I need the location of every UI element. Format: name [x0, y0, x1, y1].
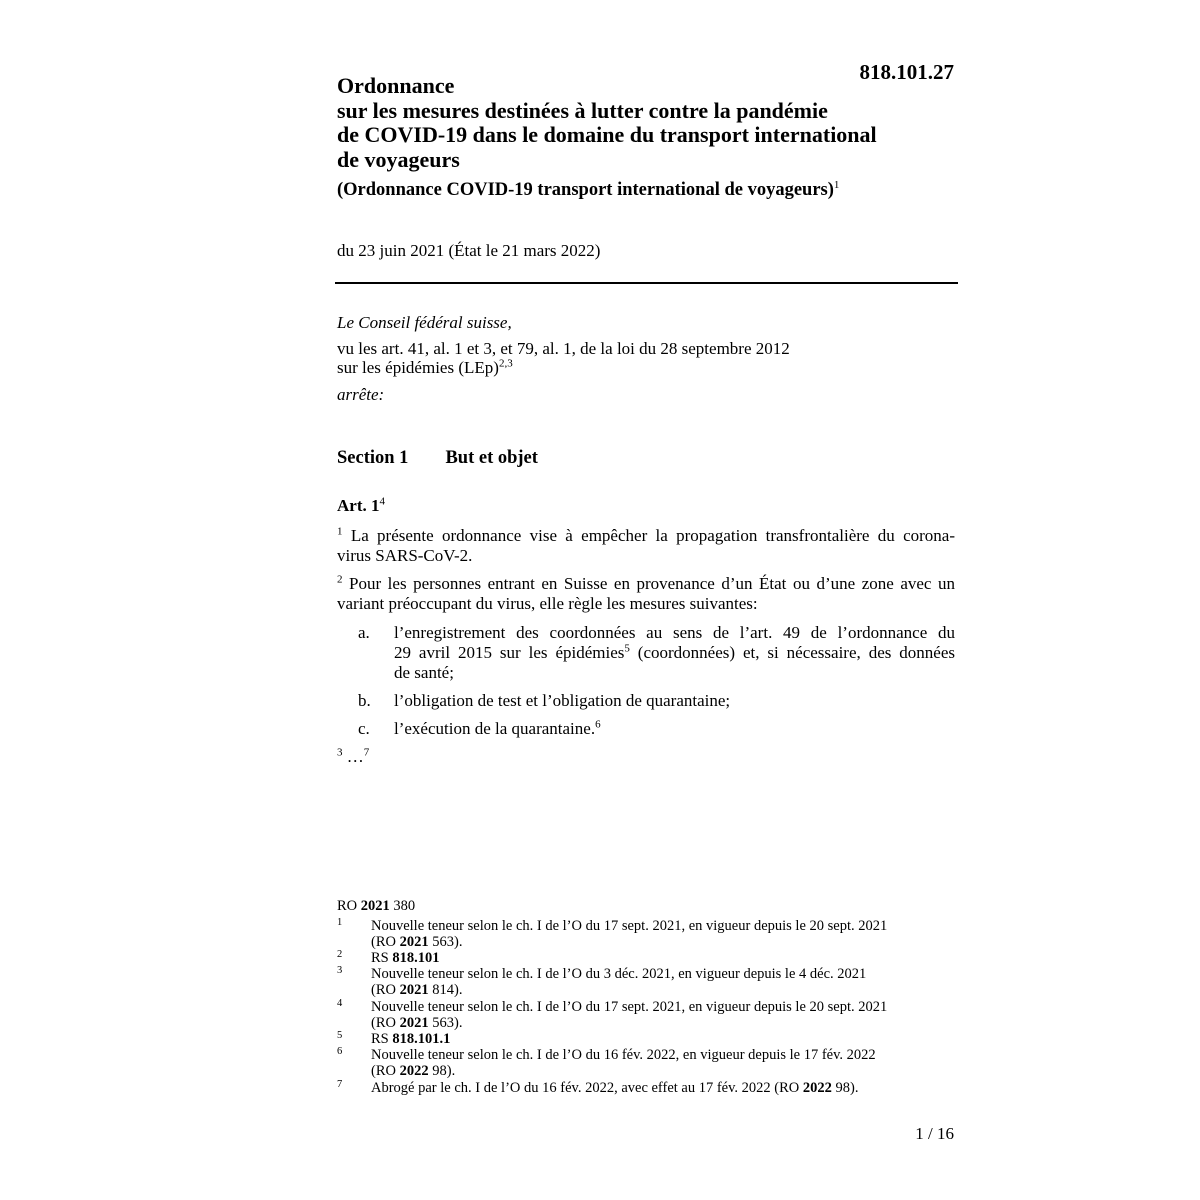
- footnote-line: [371, 934, 887, 950]
- footnote-fragment: 818.101.1: [392, 1031, 451, 1047]
- list-item-fragment: (coordonnées) et, si nécessaire, des données: [629, 643, 955, 662]
- footnote-line: Nouvelle teneur selon le ch. I de l’O du 17 sept. 2021, en vigueur depuis le 20 sept. 2021: [371, 918, 888, 934]
- footnote-ref: 2,3: [498, 357, 513, 370]
- list-item-label: c.: [358, 719, 370, 738]
- document-date: du 23 juin 2021 (État le 21 mars 2022): [337, 241, 601, 260]
- title-line: sur les mesures destinées à lutter contre la pandémie: [337, 97, 828, 123]
- footnote-text: [371, 999, 887, 1031]
- paragraph-text: La présente ordonnance vise à empêcher la propagation transfrontalière du corona-: [350, 526, 955, 545]
- short-title-text: (Ordonnance COVID-19 transport international de voyageurs): [337, 180, 834, 200]
- title-divider: [335, 282, 958, 284]
- list-item-text: l’obligation de test et l’obligation de quarantaine;: [394, 691, 731, 710]
- footnote-fragment: 2021: [399, 982, 429, 998]
- list-item-fragment: l’exécution de la quarantaine.: [394, 719, 596, 738]
- list-item-line: [394, 643, 955, 663]
- preamble-authority: Le Conseil fédéral suisse,: [337, 313, 512, 332]
- footnote-text: [371, 950, 440, 966]
- footnote-fragment: 2021: [399, 934, 429, 950]
- paragraph-2: [337, 574, 955, 614]
- title-line: Ordonnance: [337, 73, 455, 98]
- footnote-number: 3: [337, 965, 343, 976]
- paragraph-line: variant préoccupant du virus, elle règle les mesures suivantes:: [337, 594, 758, 613]
- short-title: [337, 180, 839, 201]
- footnote-ref: 6: [595, 718, 601, 731]
- footnote-fragment: (RO: [371, 1015, 400, 1031]
- footnote-ref: 4: [379, 495, 385, 508]
- footnote-number: 2: [337, 949, 343, 960]
- ro-year: 2021: [360, 898, 390, 914]
- article-heading: [337, 496, 385, 516]
- paragraph-line: [337, 526, 955, 546]
- footnote-ref: 5: [624, 642, 630, 655]
- footnote-fragment: 563).: [428, 1015, 463, 1031]
- official-compilation-ref: [337, 898, 415, 915]
- footnote-fragment: (RO: [371, 1063, 400, 1079]
- ro-prefix: RO: [337, 898, 358, 914]
- list-item-label: b.: [358, 691, 371, 710]
- footnote-fragment: RS: [371, 1031, 393, 1047]
- footnote-number: 7: [337, 1079, 343, 1090]
- footnote-text: [371, 966, 866, 998]
- article-label: Art. 1: [337, 496, 380, 515]
- document-title: [337, 74, 877, 172]
- preamble-basis-line: [337, 358, 513, 378]
- footnote-text: [371, 1031, 450, 1047]
- list-item-text: [394, 719, 955, 739]
- title-line: de COVID-19 dans le domaine du transport international: [337, 122, 877, 147]
- footnote-text: [371, 918, 887, 950]
- footnote-fragment: 2022: [399, 1063, 429, 1079]
- list-item-line: de santé;: [394, 663, 454, 682]
- footnote-text: [371, 1047, 876, 1079]
- footnote-line: Nouvelle teneur selon le ch. I de l’O du 3 déc. 2021, en vigueur depuis le 4 déc. 2021: [371, 966, 867, 982]
- title-line: de voyageurs: [337, 146, 460, 172]
- section-heading: [337, 448, 538, 469]
- footnote-number: 5: [337, 1030, 343, 1041]
- ro-page: 380: [393, 898, 416, 914]
- footnote-line: Nouvelle teneur selon le ch. I de l’O du 17 sept. 2021, en vigueur depuis le 20 sept. 2021: [371, 999, 888, 1015]
- section-title: But et objet: [445, 448, 538, 468]
- footnote-fragment: 98).: [428, 1063, 456, 1079]
- footnote-fragment: 563).: [428, 934, 463, 950]
- footnote-line: [371, 1015, 887, 1031]
- list-item-fragment: 29 avril 2015 sur les épidémies: [394, 643, 625, 662]
- footnote-number: 4: [337, 998, 343, 1009]
- footnote-fragment: 98).: [831, 1080, 859, 1096]
- preamble-basis-line: vu les art. 41, al. 1 et 3, et 79, al. 1, de la loi du 28 septembre 2012: [337, 339, 790, 358]
- footnote-line: [371, 1063, 876, 1079]
- paragraph-3: [337, 747, 369, 767]
- footnote-fragment: 818.101: [392, 950, 440, 966]
- footnote-number: 6: [337, 1046, 343, 1057]
- footnote-fragment: (RO: [371, 982, 400, 998]
- footnote-line: Nouvelle teneur selon le ch. I de l’O du 16 fév. 2022, en vigueur depuis le 17 fév. 2022: [371, 1047, 876, 1063]
- list-item-line: l’enregistrement des coordonnées au sens de l’art. 49 de l’ordonnance du: [394, 623, 955, 642]
- preamble-basis-text: sur les épidémies (LEp): [337, 358, 499, 377]
- footnote-line: [371, 982, 866, 998]
- paragraph-text: …: [346, 747, 364, 766]
- paragraph-1: [337, 526, 955, 566]
- footnote-fragment: Abrogé par le ch. I de l’O du 16 fév. 2022, avec effet au 17 fév. 2022 (RO: [371, 1080, 803, 1096]
- footnote-fragment: 2021: [399, 1015, 429, 1031]
- paragraph-number: 1: [337, 525, 343, 538]
- paragraph-number: 3: [337, 746, 343, 759]
- list-item-label: a.: [358, 623, 370, 642]
- footnote-fragment: RS: [371, 950, 393, 966]
- footnote-ref: 7: [363, 746, 370, 759]
- footnote-number: 1: [337, 917, 343, 928]
- footnote-ref: 1: [833, 178, 840, 191]
- footnote-text: [371, 1080, 859, 1096]
- footnote-fragment: 2022: [802, 1080, 832, 1096]
- paragraph-text: Pour les personnes entrant en Suisse en provenance d’un État ou d’une zone avec un: [349, 574, 955, 593]
- footnote-fragment: 814).: [428, 982, 463, 998]
- paragraph-line: virus SARS-CoV-2.: [337, 546, 473, 565]
- footnote-fragment: (RO: [371, 934, 400, 950]
- page-number: 1 / 16: [915, 1124, 954, 1143]
- list-item-text: [394, 623, 955, 683]
- preamble-decrees: arrête:: [337, 385, 385, 404]
- section-label: Section 1: [337, 448, 409, 468]
- paragraph-line: [337, 574, 955, 594]
- paragraph-number: 2: [337, 573, 343, 586]
- sr-number: 818.101.27: [859, 60, 954, 84]
